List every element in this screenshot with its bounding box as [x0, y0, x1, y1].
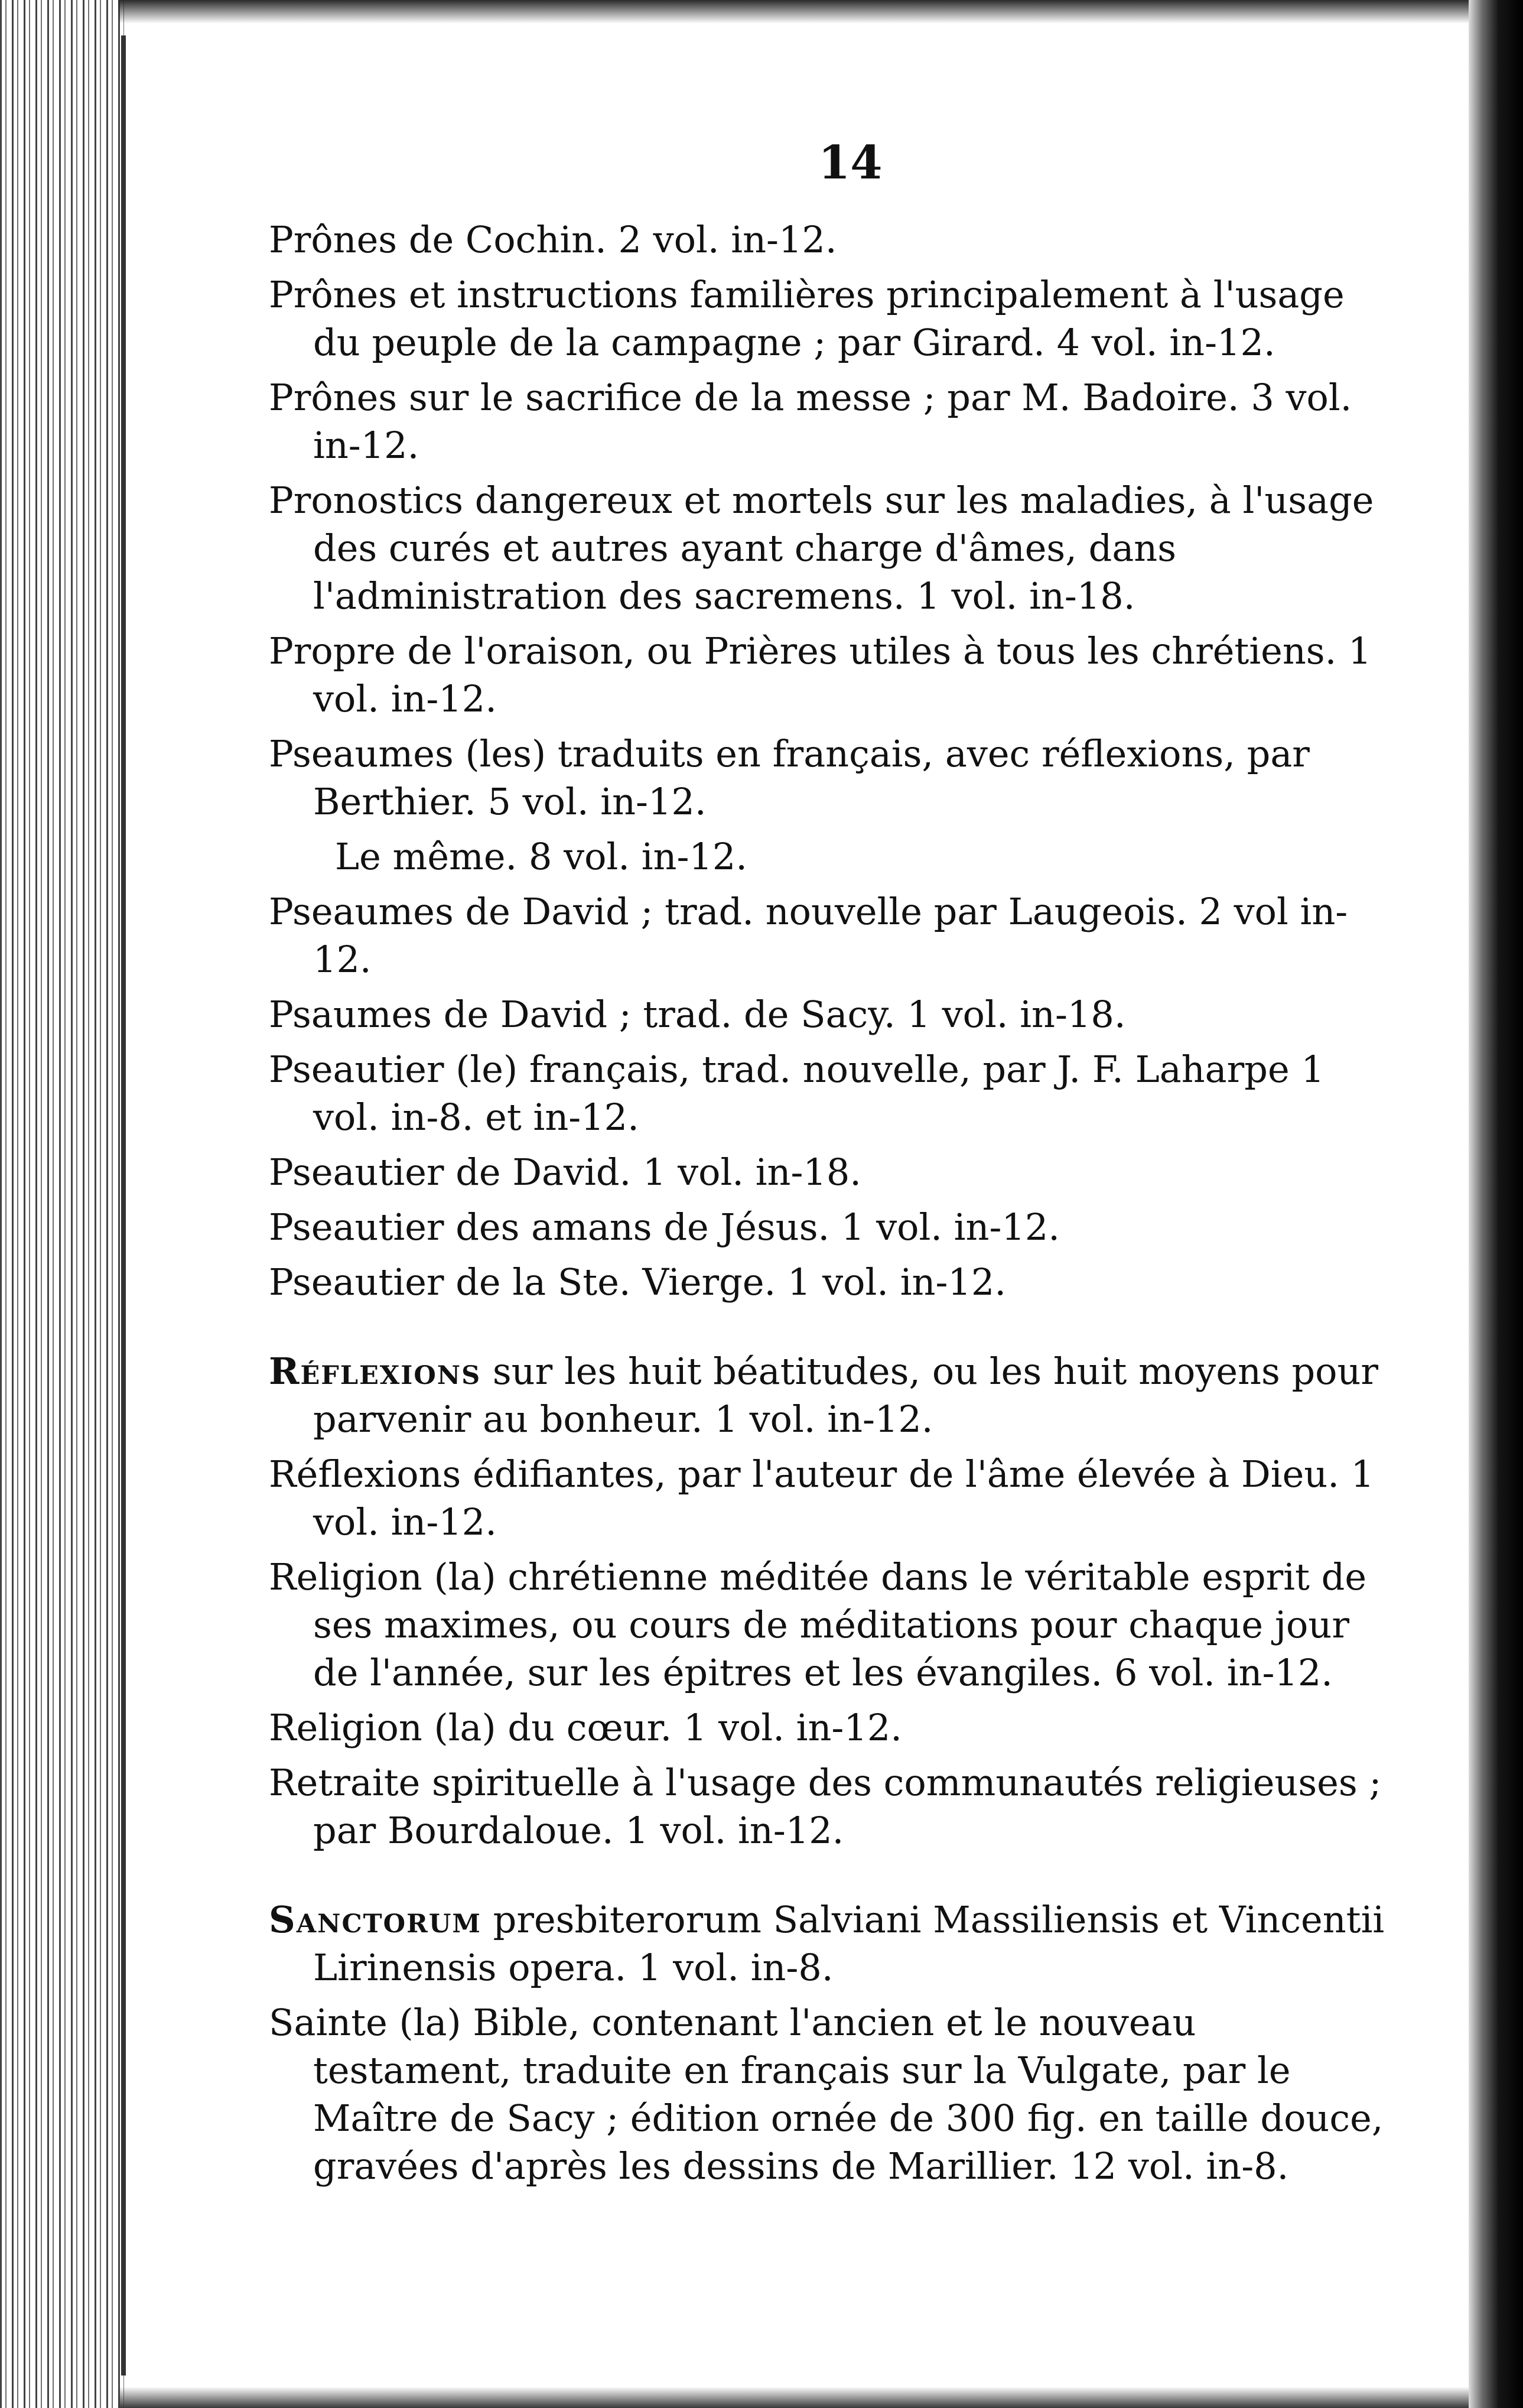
entry-lead-smallcaps: Réflexions	[269, 1350, 481, 1393]
catalog-entry: Sainte (la) Bible, contenant l'ancien et le nouveau testament, traduite en français sur la Vulgate, par le Maître de Sacy ; édition ornée de 300 fig. en taille douce, gravées d'après les dessins de Marillier. 12 vol. in-8.	[269, 2001, 1384, 2188]
catalog-entry: Pronostics dangereux et mortels sur les maladies, à l'usage des curés et autres ayant charge d'âmes, dans l'administration des sacremens. 1 vol. in-18.	[269, 479, 1374, 618]
catalog-entry: Religion (la) du cœur. 1 vol. in-12.	[269, 1706, 902, 1749]
catalog-entry: Retraite spirituelle à l'usage des communautés religieuses ; par Bourdaloue. 1 vol. in-12.	[269, 1761, 1382, 1852]
catalog-entries	[269, 216, 1391, 2197]
catalog-entry: Prônes et instructions familières principalement à l'usage du peuple de la campagne ; par Girard. 4 vol. in-12.	[269, 273, 1345, 364]
catalog-entry: Le même. 8 vol. in-12.	[335, 835, 748, 878]
catalog-entry: Pseautier des amans de Jésus. 1 vol. in-12.	[269, 1205, 1060, 1249]
catalog-entry: Prônes sur le sacrifice de la messe ; par M. Badoire. 3 vol. in-12.	[269, 376, 1352, 467]
catalog-entry	[269, 1347, 1391, 1443]
catalog-entry: Pseautier de David. 1 vol. in-18.	[269, 1151, 862, 1194]
entry-text: presbiterorum Salviani Massiliensis et Vincentii Lirinensis opera. 1 vol. in-8.	[313, 1898, 1385, 1989]
page-number: 14	[818, 136, 883, 190]
catalog-entry: Propre de l'oraison, ou Prières utiles à tous les chrétiens. 1 vol. in-12.	[269, 629, 1372, 720]
gutter-edge-line	[121, 35, 126, 2375]
catalog-entry: Pseaumes (les) traduits en français, avec réflexions, par Berthier. 5 vol. in-12.	[269, 732, 1310, 823]
bottom-scan-shadow	[118, 2387, 1476, 2408]
entry-lead-smallcaps: Sanctorum	[269, 1898, 481, 1941]
entry-text: sur les huit béatitudes, ou les huit moyens pour parvenir au bonheur. 1 vol. in-12.	[313, 1350, 1379, 1441]
catalog-entry	[269, 1896, 1391, 1991]
top-scan-shadow	[118, 0, 1476, 24]
section-gap	[269, 1313, 1391, 1347]
catalog-entry: Religion (la) chrétienne méditée dans le véritable esprit de ses maximes, ou cours de méditations pour chaque jour de l'année, sur les épitres et les évangiles. 6 vol. in-12.	[269, 1555, 1367, 1694]
catalog-entry: Pseautier de la Ste. Vierge. 1 vol. in-12.	[269, 1260, 1007, 1304]
book-binding-gutter	[0, 0, 124, 2408]
catalog-entry: Pseaumes de David ; trad. nouvelle par Laugeois. 2 vol in-12.	[269, 890, 1348, 981]
catalog-entry: Pseautier (le) français, trad. nouvelle, par J. F. Laharpe 1 vol. in-8. et in-12.	[269, 1048, 1325, 1139]
catalog-entry: Réflexions édifiantes, par l'auteur de l'âme élevée à Dieu. 1 vol. in-12.	[269, 1452, 1375, 1543]
catalog-entry: Psaumes de David ; trad. de Sacy. 1 vol. in-18.	[269, 993, 1126, 1036]
catalog-entry: Prônes de Cochin. 2 vol. in-12.	[269, 218, 837, 261]
right-page-edge	[1469, 0, 1523, 2408]
section-gap	[269, 1861, 1391, 1896]
